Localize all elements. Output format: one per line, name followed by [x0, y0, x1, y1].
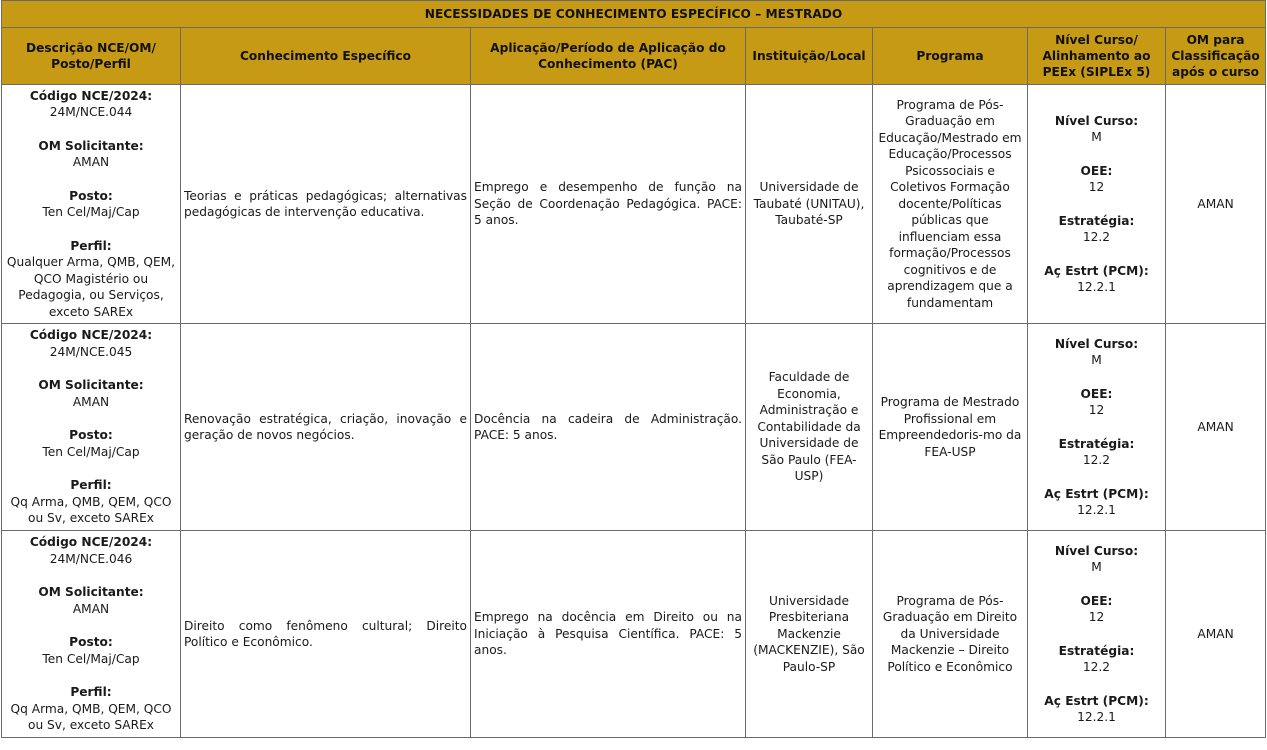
- aplicacao-cell: Emprego e desempenho de função na Seção de Coordenação Pedagógica. PACE: 5 anos.: [471, 85, 746, 324]
- estrategia-value: 12.2: [1082, 660, 1111, 674]
- acao-label: Aç Estrt (PCM):: [1044, 263, 1149, 278]
- oee-value: 12: [1088, 403, 1105, 417]
- estrategia-label: Estratégia:: [1058, 436, 1135, 451]
- estrategia-value: 12.2: [1082, 230, 1111, 244]
- header-conhecimento: Conhecimento Específico: [181, 28, 471, 85]
- conhecimento-cell: Teorias e práticas pedagógicas; alternativas pedagógicas de intervenção educativa.: [181, 85, 471, 324]
- nce-table: [1, 0, 1266, 738]
- acao-value: 12.2.1: [1077, 503, 1116, 517]
- om-solicitante-value: AMAN: [72, 394, 110, 409]
- table-row: [2, 324, 1266, 531]
- estrategia-label: Estratégia:: [1058, 643, 1135, 658]
- posto-label: Posto:: [69, 188, 113, 203]
- instituicao-cell: Universidade Presbiteriana Mackenzie (MACKENZIE), São Paulo-SP: [746, 531, 873, 738]
- conhecimento-cell: Renovação estratégica, criação, inovação e geração de novos negócios.: [181, 324, 471, 531]
- instituicao-cell: Universidade de Taubaté (UNITAU), Taubaté-SP: [746, 85, 873, 324]
- nivel-curso-value: M: [1091, 560, 1102, 574]
- codigo-label: Código NCE/2024:: [29, 328, 153, 343]
- header-nivel: Nível Curso/ Alinhamento ao PEEx (SIPLEx 5): [1028, 28, 1166, 85]
- perfil-label: Perfil:: [70, 238, 112, 253]
- programa-cell: Programa de Mestrado Profissional em Empreendedoris-mo da FEA-USP: [873, 324, 1028, 531]
- aplicacao-cell: Docência na cadeira de Administração. PACE: 5 anos.: [471, 324, 746, 531]
- programa-cell: Programa de Pós-Graduação em Educação/Mestrado em Educação/Processos Psicossociais e Coletivos Formação docente/Políticas públicas que influenciam essa formação/Processos cognitivos e de aprendizagem que a fundamentam: [873, 85, 1028, 324]
- acao-value: 12.2.1: [1077, 280, 1116, 294]
- codigo-value: 24M/NCE.044: [49, 105, 133, 120]
- om-solicitante-label: OM Solicitante:: [38, 585, 144, 600]
- table-title: NECESSIDADES DE CONHECIMENTO ESPECÍFICO – MESTRADO: [2, 1, 1266, 28]
- codigo-value: 24M/NCE.045: [49, 344, 133, 359]
- oee-label: OEE:: [1080, 593, 1113, 608]
- om-solicitante-value: AMAN: [72, 155, 110, 170]
- acao-label: Aç Estrt (PCM):: [1044, 693, 1149, 708]
- acao-value: 12.2.1: [1077, 710, 1116, 724]
- instituicao-cell: Faculdade de Economia, Administração e Contabilidade da Universidade de São Paulo (FEA-USP): [746, 324, 873, 531]
- om-solicitante-label: OM Solicitante:: [38, 138, 144, 153]
- nivel-curso-value: M: [1091, 130, 1102, 144]
- perfil-value: Qq Arma, QMB, QEM, QCO ou Sv, exceto SAREx: [10, 701, 172, 733]
- om-classificacao-cell: AMAN: [1166, 531, 1266, 738]
- header-programa: Programa: [873, 28, 1028, 85]
- header-aplicacao: Aplicação/Período de Aplicação do Conhecimento (PAC): [471, 28, 746, 85]
- nivel-cell: [1028, 324, 1166, 531]
- posto-label: Posto:: [69, 635, 113, 650]
- perfil-value: Qq Arma, QMB, QEM, QCO ou Sv, exceto SAREx: [10, 494, 172, 526]
- header-om: OM para Classificação após o curso: [1166, 28, 1266, 85]
- posto-value: Ten Cel/Maj/Cap: [42, 205, 140, 220]
- oee-label: OEE:: [1080, 163, 1113, 178]
- table-row: [2, 85, 1266, 324]
- codigo-label: Código NCE/2024:: [29, 535, 153, 550]
- om-solicitante-value: AMAN: [72, 601, 110, 616]
- posto-label: Posto:: [69, 428, 113, 443]
- nivel-cell: [1028, 531, 1166, 738]
- estrategia-label: Estratégia:: [1058, 213, 1135, 228]
- table-row: [2, 531, 1266, 738]
- oee-value: 12: [1088, 610, 1105, 624]
- perfil-value: Qualquer Arma, QMB, QEM, QCO Magistério ou Pedagogia, ou Serviços, exceto SAREx: [6, 255, 176, 319]
- descricao-cell: [2, 324, 181, 531]
- om-classificacao-cell: AMAN: [1166, 324, 1266, 531]
- header-instituicao: Instituição/Local: [746, 28, 873, 85]
- om-classificacao-cell: AMAN: [1166, 85, 1266, 324]
- programa-cell: Programa de Pós-Graduação em Direito da Universidade Mackenzie – Direito Político e Econômico: [873, 531, 1028, 738]
- estrategia-value: 12.2: [1082, 453, 1111, 467]
- acao-label: Aç Estrt (PCM):: [1044, 486, 1149, 501]
- posto-value: Ten Cel/Maj/Cap: [42, 651, 140, 666]
- header-descricao: Descrição NCE/OM/ Posto/Perfil: [2, 28, 181, 85]
- nivel-curso-value: M: [1091, 353, 1102, 367]
- perfil-label: Perfil:: [70, 478, 112, 493]
- codigo-label: Código NCE/2024:: [29, 88, 153, 103]
- descricao-cell: [2, 531, 181, 738]
- oee-label: OEE:: [1080, 386, 1113, 401]
- nivel-curso-label: Nível Curso:: [1054, 336, 1139, 351]
- aplicacao-cell: Emprego na docência em Direito ou na Iniciação à Pesquisa Científica. PACE: 5 anos.: [471, 531, 746, 738]
- nivel-curso-label: Nível Curso:: [1054, 543, 1139, 558]
- descricao-cell: [2, 85, 181, 324]
- posto-value: Ten Cel/Maj/Cap: [42, 444, 140, 459]
- perfil-label: Perfil:: [70, 685, 112, 700]
- nivel-curso-label: Nível Curso:: [1054, 113, 1139, 128]
- conhecimento-cell: Direito como fenômeno cultural; Direito Político e Econômico.: [181, 531, 471, 738]
- codigo-value: 24M/NCE.046: [49, 551, 133, 566]
- om-solicitante-label: OM Solicitante:: [38, 378, 144, 393]
- oee-value: 12: [1088, 180, 1105, 194]
- nivel-cell: [1028, 85, 1166, 324]
